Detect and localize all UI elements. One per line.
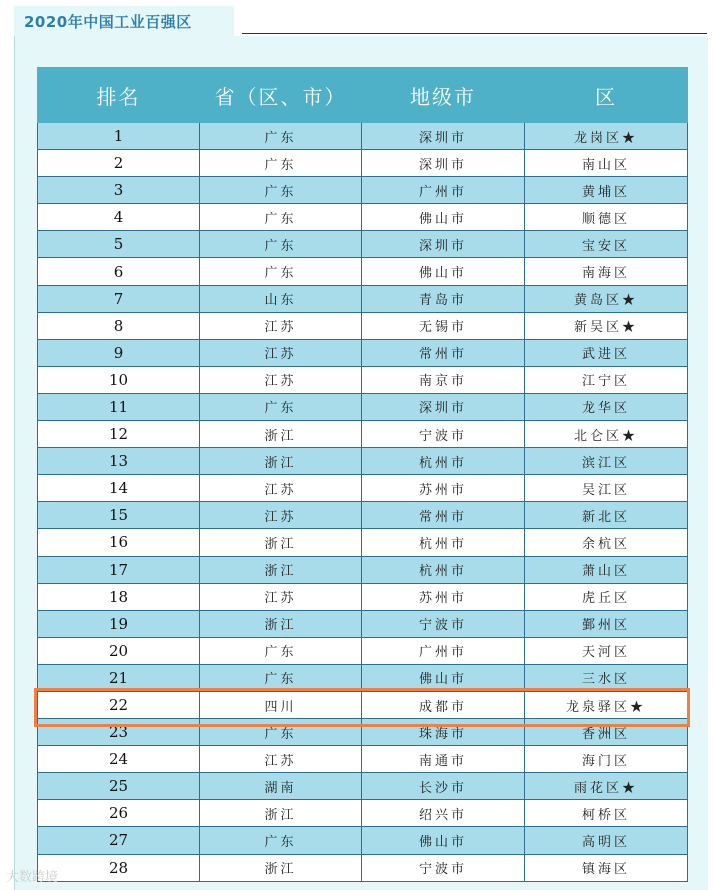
province-cell: 江苏 <box>200 746 362 773</box>
table-row <box>38 448 688 475</box>
district-cell: 天河区 <box>525 637 688 664</box>
province-cell: 广东 <box>200 231 362 258</box>
city-cell: 宁波市 <box>362 421 525 448</box>
header-district: 区 <box>525 68 688 123</box>
district-cell: 黄岛区★ <box>525 285 688 312</box>
province-cell: 湖南 <box>200 773 362 800</box>
district-cell: 柯桥区 <box>525 800 688 827</box>
rank-cell: 10 <box>38 366 200 393</box>
title-divider <box>242 33 707 34</box>
district-cell: 镇海区 <box>525 854 688 881</box>
rank-cell: 9 <box>38 339 200 366</box>
district-cell: 南山区 <box>525 150 688 177</box>
province-cell: 江苏 <box>200 339 362 366</box>
province-cell: 广东 <box>200 664 362 691</box>
rank-cell: 23 <box>38 719 200 746</box>
province-cell: 江苏 <box>200 475 362 502</box>
rank-cell: 20 <box>38 637 200 664</box>
rank-cell: 13 <box>38 448 200 475</box>
table-row <box>38 339 688 366</box>
city-cell: 南京市 <box>362 366 525 393</box>
rank-cell: 14 <box>38 475 200 502</box>
city-cell: 常州市 <box>362 502 525 529</box>
district-cell: 顺德区 <box>525 204 688 231</box>
province-cell: 广东 <box>200 719 362 746</box>
rank-cell: 28 <box>38 854 200 881</box>
district-cell: 三水区 <box>525 664 688 691</box>
city-cell: 广州市 <box>362 637 525 664</box>
table-row <box>38 854 688 881</box>
city-cell: 深圳市 <box>362 150 525 177</box>
table-row <box>38 610 688 637</box>
rank-cell: 17 <box>38 556 200 583</box>
district-cell: 黄埔区 <box>525 177 688 204</box>
city-cell: 长沙市 <box>362 773 525 800</box>
province-cell: 山东 <box>200 285 362 312</box>
table-row <box>38 231 688 258</box>
district-cell: 龙泉驿区★ <box>525 691 688 718</box>
rank-cell: 25 <box>38 773 200 800</box>
province-cell: 江苏 <box>200 312 362 339</box>
table-row <box>38 773 688 800</box>
district-cell: 香洲区 <box>525 719 688 746</box>
city-cell: 佛山市 <box>362 827 525 854</box>
district-cell: 龙岗区★ <box>525 123 688 150</box>
district-cell: 龙华区 <box>525 393 688 420</box>
table-row <box>38 312 688 339</box>
district-cell: 虎丘区 <box>525 583 688 610</box>
table-row <box>38 556 688 583</box>
rank-cell: 4 <box>38 204 200 231</box>
table-row <box>38 204 688 231</box>
rank-cell: 6 <box>38 258 200 285</box>
rank-cell: 7 <box>38 285 200 312</box>
rank-cell: 11 <box>38 393 200 420</box>
province-cell: 四川 <box>200 691 362 718</box>
province-cell: 广东 <box>200 637 362 664</box>
city-cell: 佛山市 <box>362 664 525 691</box>
table-row <box>38 258 688 285</box>
province-cell: 江苏 <box>200 583 362 610</box>
province-cell: 浙江 <box>200 800 362 827</box>
district-cell: 新吴区★ <box>525 312 688 339</box>
table-header-row <box>38 68 688 123</box>
province-cell: 浙江 <box>200 448 362 475</box>
city-cell: 宁波市 <box>362 854 525 881</box>
rank-cell: 18 <box>38 583 200 610</box>
city-cell: 佛山市 <box>362 258 525 285</box>
rank-cell: 27 <box>38 827 200 854</box>
province-cell: 广东 <box>200 150 362 177</box>
district-cell: 萧山区 <box>525 556 688 583</box>
city-cell: 佛山市 <box>362 204 525 231</box>
province-cell: 浙江 <box>200 556 362 583</box>
district-cell: 余杭区 <box>525 529 688 556</box>
rank-cell: 5 <box>38 231 200 258</box>
city-cell: 珠海市 <box>362 719 525 746</box>
rank-cell: 12 <box>38 421 200 448</box>
city-cell: 苏州市 <box>362 583 525 610</box>
district-cell: 高明区 <box>525 827 688 854</box>
table-row <box>38 691 688 718</box>
city-cell: 广州市 <box>362 177 525 204</box>
city-cell: 杭州市 <box>362 448 525 475</box>
province-cell: 江苏 <box>200 502 362 529</box>
rank-cell: 15 <box>38 502 200 529</box>
province-cell: 广东 <box>200 204 362 231</box>
ranking-table-container <box>37 67 687 882</box>
watermark: 大数跨境 <box>6 870 59 885</box>
city-cell: 绍兴市 <box>362 800 525 827</box>
city-cell: 杭州市 <box>362 556 525 583</box>
page-title: 2020年中国工业百强区 <box>24 13 192 31</box>
district-cell: 滨江区 <box>525 448 688 475</box>
city-cell: 宁波市 <box>362 610 525 637</box>
header-city: 地级市 <box>362 68 525 123</box>
district-cell: 雨花区★ <box>525 773 688 800</box>
table-row <box>38 285 688 312</box>
rank-cell: 21 <box>38 664 200 691</box>
district-cell: 海门区 <box>525 746 688 773</box>
table-row <box>38 664 688 691</box>
header-rank: 排名 <box>38 68 200 123</box>
table-row <box>38 393 688 420</box>
table-row <box>38 746 688 773</box>
table-row <box>38 123 688 150</box>
header-province: 省（区、市） <box>200 68 362 123</box>
province-cell: 广东 <box>200 258 362 285</box>
province-cell: 广东 <box>200 177 362 204</box>
province-cell: 广东 <box>200 827 362 854</box>
table-row <box>38 366 688 393</box>
rank-cell: 1 <box>38 123 200 150</box>
city-cell: 深圳市 <box>362 231 525 258</box>
district-cell: 新北区 <box>525 502 688 529</box>
district-cell: 南海区 <box>525 258 688 285</box>
rank-cell: 8 <box>38 312 200 339</box>
province-cell: 浙江 <box>200 529 362 556</box>
table-row <box>38 719 688 746</box>
rank-cell: 19 <box>38 610 200 637</box>
ranking-table <box>37 67 688 882</box>
district-cell: 江宁区 <box>525 366 688 393</box>
table-row <box>38 827 688 854</box>
district-cell: 鄞州区 <box>525 610 688 637</box>
table-row <box>38 502 688 529</box>
district-cell: 吴江区 <box>525 475 688 502</box>
city-cell: 常州市 <box>362 339 525 366</box>
city-cell: 苏州市 <box>362 475 525 502</box>
table-row <box>38 177 688 204</box>
table-row <box>38 583 688 610</box>
province-cell: 江苏 <box>200 366 362 393</box>
city-cell: 深圳市 <box>362 123 525 150</box>
city-cell: 深圳市 <box>362 393 525 420</box>
district-cell: 宝安区 <box>525 231 688 258</box>
table-row <box>38 637 688 664</box>
province-cell: 浙江 <box>200 854 362 881</box>
district-cell: 北仑区★ <box>525 421 688 448</box>
table-row <box>38 150 688 177</box>
city-cell: 青岛市 <box>362 285 525 312</box>
city-cell: 无锡市 <box>362 312 525 339</box>
city-cell: 成都市 <box>362 691 525 718</box>
province-cell: 浙江 <box>200 610 362 637</box>
province-cell: 广东 <box>200 123 362 150</box>
province-cell: 浙江 <box>200 421 362 448</box>
city-cell: 南通市 <box>362 746 525 773</box>
table-row <box>38 800 688 827</box>
district-cell: 武进区 <box>525 339 688 366</box>
table-row <box>38 529 688 556</box>
rank-cell: 16 <box>38 529 200 556</box>
rank-cell: 3 <box>38 177 200 204</box>
rank-cell: 22 <box>38 691 200 718</box>
city-cell: 杭州市 <box>362 529 525 556</box>
province-cell: 广东 <box>200 393 362 420</box>
table-row <box>38 475 688 502</box>
panel-left-border <box>14 36 15 890</box>
title-tab <box>14 6 234 36</box>
table-body <box>38 123 688 882</box>
rank-cell: 24 <box>38 746 200 773</box>
table-row <box>38 421 688 448</box>
rank-cell: 26 <box>38 800 200 827</box>
rank-cell: 2 <box>38 150 200 177</box>
